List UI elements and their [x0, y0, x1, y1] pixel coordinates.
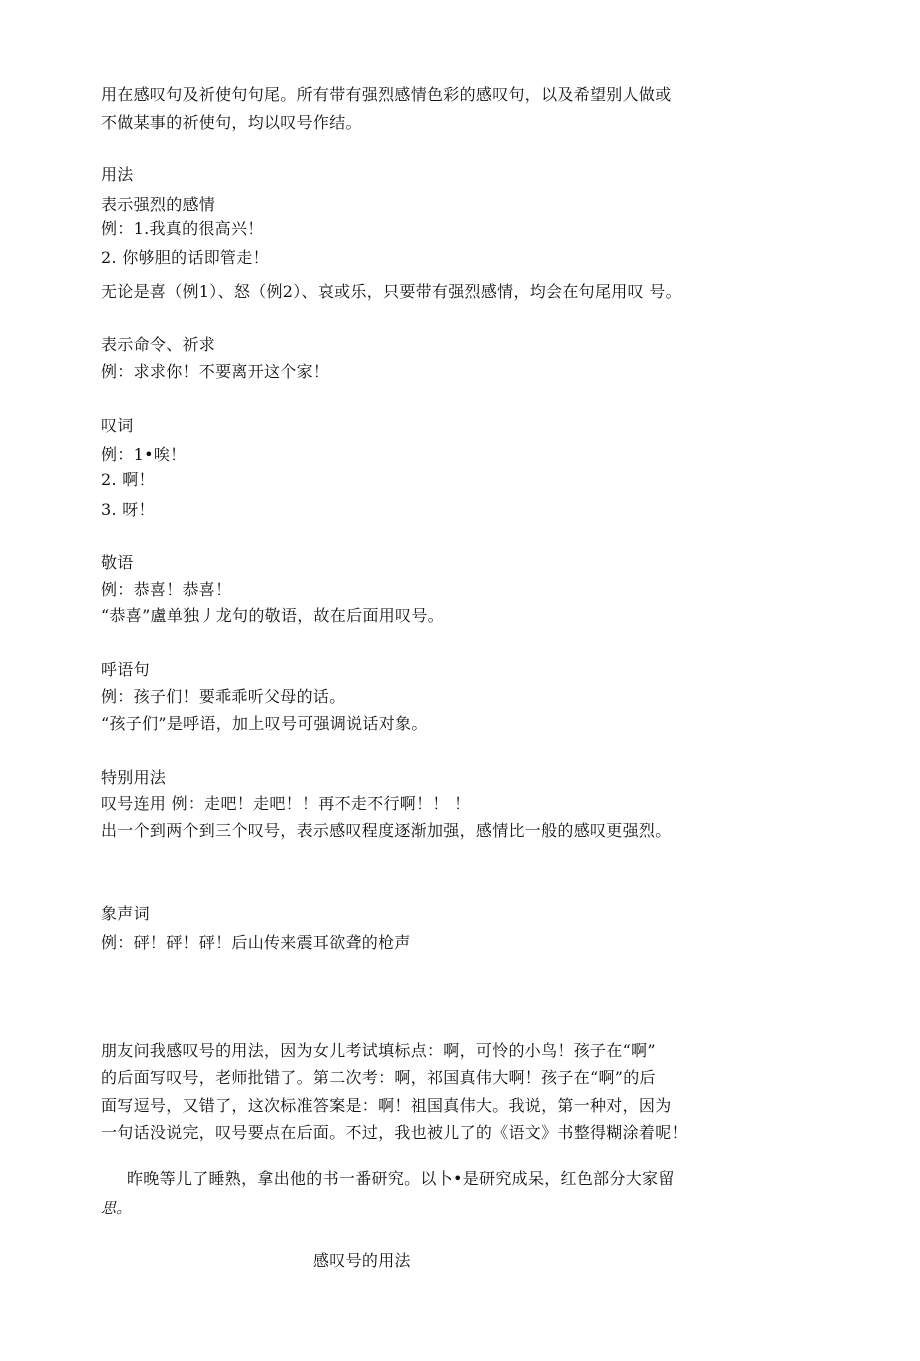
- onomatopoeia-heading: 象声词: [101, 904, 150, 923]
- command-example-1: 例：求求你！不要离开这个家！: [101, 362, 330, 381]
- story-line-6: 思。: [101, 1199, 132, 1217]
- command-heading: 表示命令、祈求: [101, 335, 216, 354]
- vocative-note: “孩子们”是呼语，加上叹号可强调说话对象。: [101, 714, 428, 733]
- strong-emotion-heading: 表示强烈的感情: [101, 195, 216, 214]
- strong-emotion-note: 无论是喜（例1）、怒（例2）、哀或乐，只要带有强烈感情，均会在句尾用叹 号。: [101, 282, 682, 301]
- usage-heading: 用法: [101, 165, 134, 184]
- story-line-5: 昨晚等儿了睡熟，拿出他的书一番研究。以卜•是研究成呆，红色部分大家留: [127, 1169, 675, 1188]
- interjection-example-2: 2. 啊！: [101, 470, 155, 489]
- vocative-example-1: 例：孩子们！要乖乖听父母的话。: [101, 687, 346, 706]
- footer-title: 感叹号的用法: [313, 1251, 411, 1270]
- intro-line-1: 用在感叹句及祈使句句尾。所有带有强烈感情色彩的感叹句，以及希望别人做或: [101, 85, 672, 104]
- strong-emotion-example-1: 例：1.我真的很高兴！: [101, 219, 264, 238]
- story-line-1: 朋友问我感叹号的用法，因为女儿考试填标点：啊，可怜的小鸟！孩子在“啊”: [101, 1041, 656, 1060]
- intro-line-2: 不做某事的祈使句，均以叹号作结。: [101, 113, 362, 132]
- vocative-heading: 呼语句: [101, 660, 150, 679]
- interjection-heading: 叹词: [101, 416, 134, 435]
- strong-emotion-example-2: 2. 你够胆的话即管走！: [101, 248, 269, 267]
- honorific-heading: 敬语: [101, 553, 134, 572]
- story-line-2: 的后面写叹号，老师批错了。第二次考：啊，祁国真伟大啊！孩子在“啊”的后: [101, 1068, 656, 1087]
- interjection-example-1: 例：1•唉！: [101, 445, 187, 464]
- interjection-example-3: 3. 呀！: [101, 500, 155, 519]
- special-heading: 特别用法: [101, 768, 167, 787]
- special-example-1: 叹号连用 例：走吧！走吧！！再不走不行啊！！ ！: [101, 794, 471, 813]
- story-line-3: 面写逗号，又错了，这次标准答案是：啊！祖国真伟大。我说，第一种对，因为: [101, 1096, 672, 1115]
- honorific-note: “恭喜”盧单独丿龙句的敬语，故在后面用叹号。: [101, 606, 444, 625]
- story-line-4: 一句话没说完，叹号要点在后面。不过，我也被儿了的《语文》书整得糊涂着呢！: [101, 1123, 688, 1142]
- onomatopoeia-example-1: 例：砰！砰！砰！后山传来震耳欲聋的枪声: [101, 933, 411, 952]
- special-note: 出一个到两个到三个叹号，表示感叹程度逐渐加强，感情比一般的感叹更强烈。: [101, 821, 672, 840]
- honorific-example-1: 例：恭喜！恭喜！: [101, 580, 232, 599]
